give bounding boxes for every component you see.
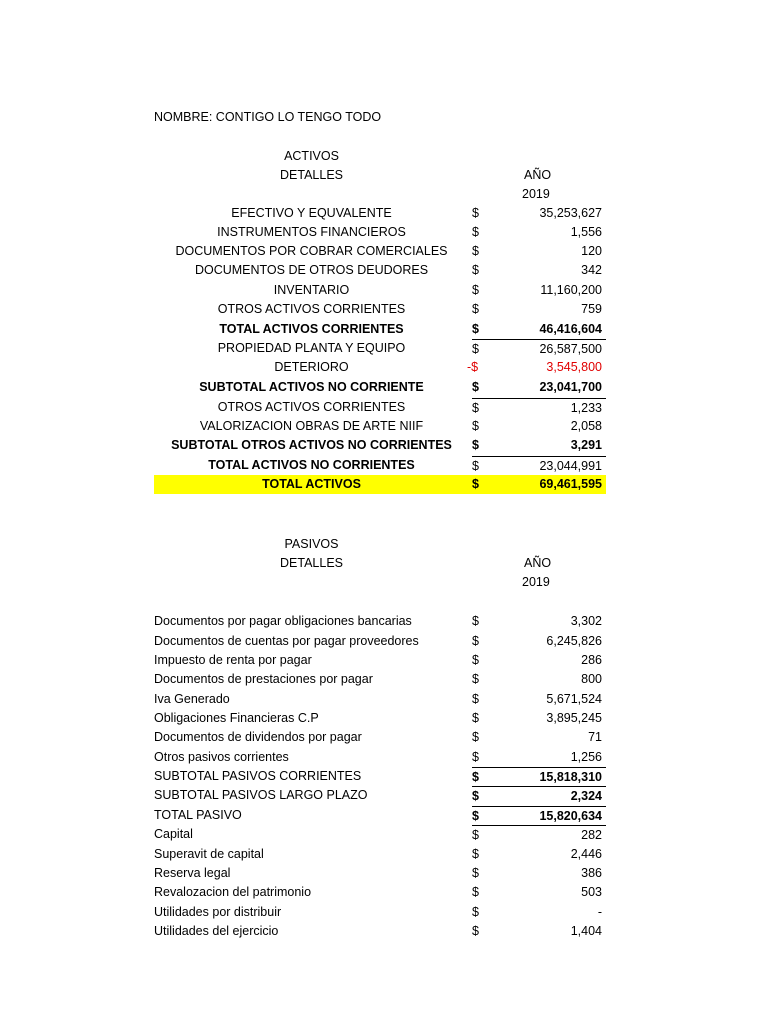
row-value: 1,556 [570, 225, 602, 239]
activos-total-no-corrientes-row [154, 456, 606, 475]
row-value: 3,545,800 [546, 360, 602, 374]
row-label: TOTAL ACTIVOS NO CORRIENTES [208, 458, 415, 472]
row-value: 120 [581, 244, 602, 258]
row-value: 2,324 [484, 786, 602, 806]
row-label: OTROS ACTIVOS CORRIENTES [217, 302, 406, 316]
row-label: SUBTOTAL PASIVOS CORRIENTES [154, 769, 362, 783]
pasivos-year-label: AÑO [524, 556, 552, 570]
row-value: 759 [581, 302, 602, 316]
company-name: NOMBRE: CONTIGO LO TENGO TODO [154, 110, 382, 124]
currency-symbol: $ [472, 767, 606, 787]
activos-row-negative [154, 358, 606, 377]
row-label: VALORIZACION OBRAS DE ARTE NIIF [199, 419, 424, 433]
row-label: Documentos de prestaciones por pagar [154, 672, 373, 686]
patrimonio-row [154, 864, 606, 883]
row-value: 3,291 [570, 438, 602, 452]
row-value: 286 [581, 653, 602, 667]
activos-total-row [154, 320, 606, 339]
pasivos-year: 2019 [522, 575, 550, 589]
currency-symbol: $ [472, 477, 479, 491]
activos-subtotal-row [154, 436, 606, 455]
currency-symbol: $ [472, 866, 479, 880]
row-value: 342 [581, 263, 602, 277]
currency-symbol: $ [472, 283, 479, 297]
row-value: 26,587,500 [484, 339, 602, 359]
activos-year-label: AÑO [524, 168, 552, 182]
currency-symbol: $ [472, 653, 479, 667]
pasivos-subtotal-row [154, 786, 606, 805]
pasivos-row [154, 690, 606, 709]
currency-symbol: -$ [467, 360, 479, 374]
row-label: PROPIEDAD PLANTA Y EQUIPO [217, 341, 406, 355]
pasivos-title: PASIVOS [284, 537, 339, 551]
row-label: DOCUMENTOS DE OTROS DEUDORES [194, 263, 429, 277]
activos-detalles-header: DETALLES [280, 168, 343, 182]
currency-symbol: $ [472, 924, 479, 938]
activos-row [154, 204, 606, 223]
row-value: 5,671,524 [546, 692, 602, 706]
row-value: 2,058 [570, 419, 602, 433]
row-value: 1,256 [570, 750, 602, 764]
currency-symbol: $ [472, 614, 479, 628]
activos-subtotal-row [154, 378, 606, 397]
row-label: TOTAL ACTIVOS [262, 477, 361, 491]
activos-year: 2019 [522, 187, 550, 201]
currency-symbol: $ [472, 672, 479, 686]
row-label: SUBTOTAL OTROS ACTIVOS NO CORRIENTES [171, 438, 452, 452]
currency-symbol: $ [472, 885, 479, 899]
row-value: 3,895,245 [546, 711, 602, 725]
currency-symbol: $ [472, 750, 479, 764]
row-value: 69,461,595 [539, 477, 602, 491]
row-value: 23,041,700 [539, 380, 602, 394]
pasivos-row [154, 651, 606, 670]
activos-row [154, 417, 606, 436]
currency-symbol: $ [472, 825, 606, 845]
pasivos-row [154, 632, 606, 651]
pasivos-row [154, 748, 606, 767]
currency-symbol: $ [472, 634, 479, 648]
row-label: Otros pasivos corrientes [154, 750, 289, 764]
row-value: 46,416,604 [539, 322, 602, 336]
activos-row [154, 223, 606, 242]
patrimonio-row [154, 883, 606, 902]
row-value: 800 [581, 672, 602, 686]
row-label: SUBTOTAL PASIVOS LARGO PLAZO [154, 788, 368, 802]
row-value: 503 [581, 885, 602, 899]
currency-symbol: $ [472, 730, 479, 744]
patrimonio-row [154, 922, 606, 941]
pasivos-row [154, 709, 606, 728]
row-label: Iva Generado [154, 692, 230, 706]
activos-grand-total-row [154, 475, 606, 494]
row-label: Utilidades por distribuir [154, 905, 282, 919]
pasivos-row [154, 612, 606, 631]
row-value: 15,820,634 [484, 806, 602, 826]
row-value: 23,044,991 [484, 456, 602, 476]
currency-symbol: $ [472, 225, 479, 239]
currency-symbol: $ [472, 711, 479, 725]
currency-symbol: $ [472, 905, 479, 919]
row-label: Documentos de dividendos por pagar [154, 730, 362, 744]
row-label: OTROS ACTIVOS CORRIENTES [217, 400, 406, 414]
activos-row [154, 300, 606, 319]
row-value: 282 [484, 825, 602, 845]
row-label: SUBTOTAL ACTIVOS NO CORRIENTE [199, 380, 424, 394]
row-label: Utilidades del ejercicio [154, 924, 279, 938]
activos-row [154, 261, 606, 280]
currency-symbol: $ [472, 322, 479, 336]
currency-symbol: $ [472, 206, 479, 220]
row-label: Documentos por pagar obligaciones bancarias [154, 614, 412, 628]
currency-symbol: $ [472, 398, 606, 418]
row-value: 11,160,200 [540, 283, 602, 297]
patrimonio-row [154, 845, 606, 864]
row-value: 3,302 [570, 614, 602, 628]
pasivos-row [154, 670, 606, 689]
row-label: INVENTARIO [273, 283, 350, 297]
row-label: Obligaciones Financieras C.P [154, 711, 319, 725]
pasivos-row [154, 728, 606, 747]
row-label: EFECTIVO Y EQUVALENTE [231, 206, 392, 220]
currency-symbol: $ [472, 339, 606, 359]
row-label: TOTAL PASIVO [154, 808, 242, 822]
row-value: 35,253,627 [539, 206, 602, 220]
row-label: Reserva legal [154, 866, 231, 880]
patrimonio-row [154, 903, 606, 922]
currency-symbol: $ [472, 380, 479, 394]
row-label: Impuesto de renta por pagar [154, 653, 312, 667]
currency-symbol: $ [472, 456, 606, 476]
row-label: Capital [154, 827, 193, 841]
currency-symbol: $ [472, 806, 606, 826]
currency-symbol: $ [472, 438, 479, 452]
row-value: 6,245,826 [546, 634, 602, 648]
row-value: 71 [588, 730, 602, 744]
activos-row [154, 242, 606, 261]
row-value: - [597, 905, 602, 919]
row-label: DOCUMENTOS POR COBRAR COMERCIALES [175, 244, 448, 258]
row-label: TOTAL ACTIVOS CORRIENTES [219, 322, 404, 336]
pasivos-subtotal-row [154, 767, 606, 786]
row-label: Documentos de cuentas por pagar proveedores [154, 634, 419, 648]
currency-symbol: $ [472, 692, 479, 706]
currency-symbol: $ [472, 786, 606, 806]
row-value: 2,446 [570, 847, 602, 861]
currency-symbol: $ [472, 302, 479, 316]
row-value: 1,404 [570, 924, 602, 938]
activos-row [154, 339, 606, 358]
row-value: 386 [581, 866, 602, 880]
activos-row [154, 281, 606, 300]
pasivos-detalles-header: DETALLES [280, 556, 343, 570]
currency-symbol: $ [472, 244, 479, 258]
row-label: INSTRUMENTOS FINANCIEROS [217, 225, 406, 239]
currency-symbol: $ [472, 847, 479, 861]
row-label: DETERIORO [274, 360, 349, 374]
currency-symbol: $ [472, 263, 479, 277]
row-label: Revalozacion del patrimonio [154, 885, 312, 899]
row-value: 1,233 [484, 398, 602, 418]
pasivos-total-row [154, 806, 606, 825]
activos-title: ACTIVOS [284, 149, 339, 163]
row-label: Superavit de capital [154, 847, 264, 861]
activos-row [154, 398, 606, 417]
row-value: 15,818,310 [484, 767, 602, 787]
patrimonio-row [154, 825, 606, 844]
currency-symbol: $ [472, 419, 479, 433]
